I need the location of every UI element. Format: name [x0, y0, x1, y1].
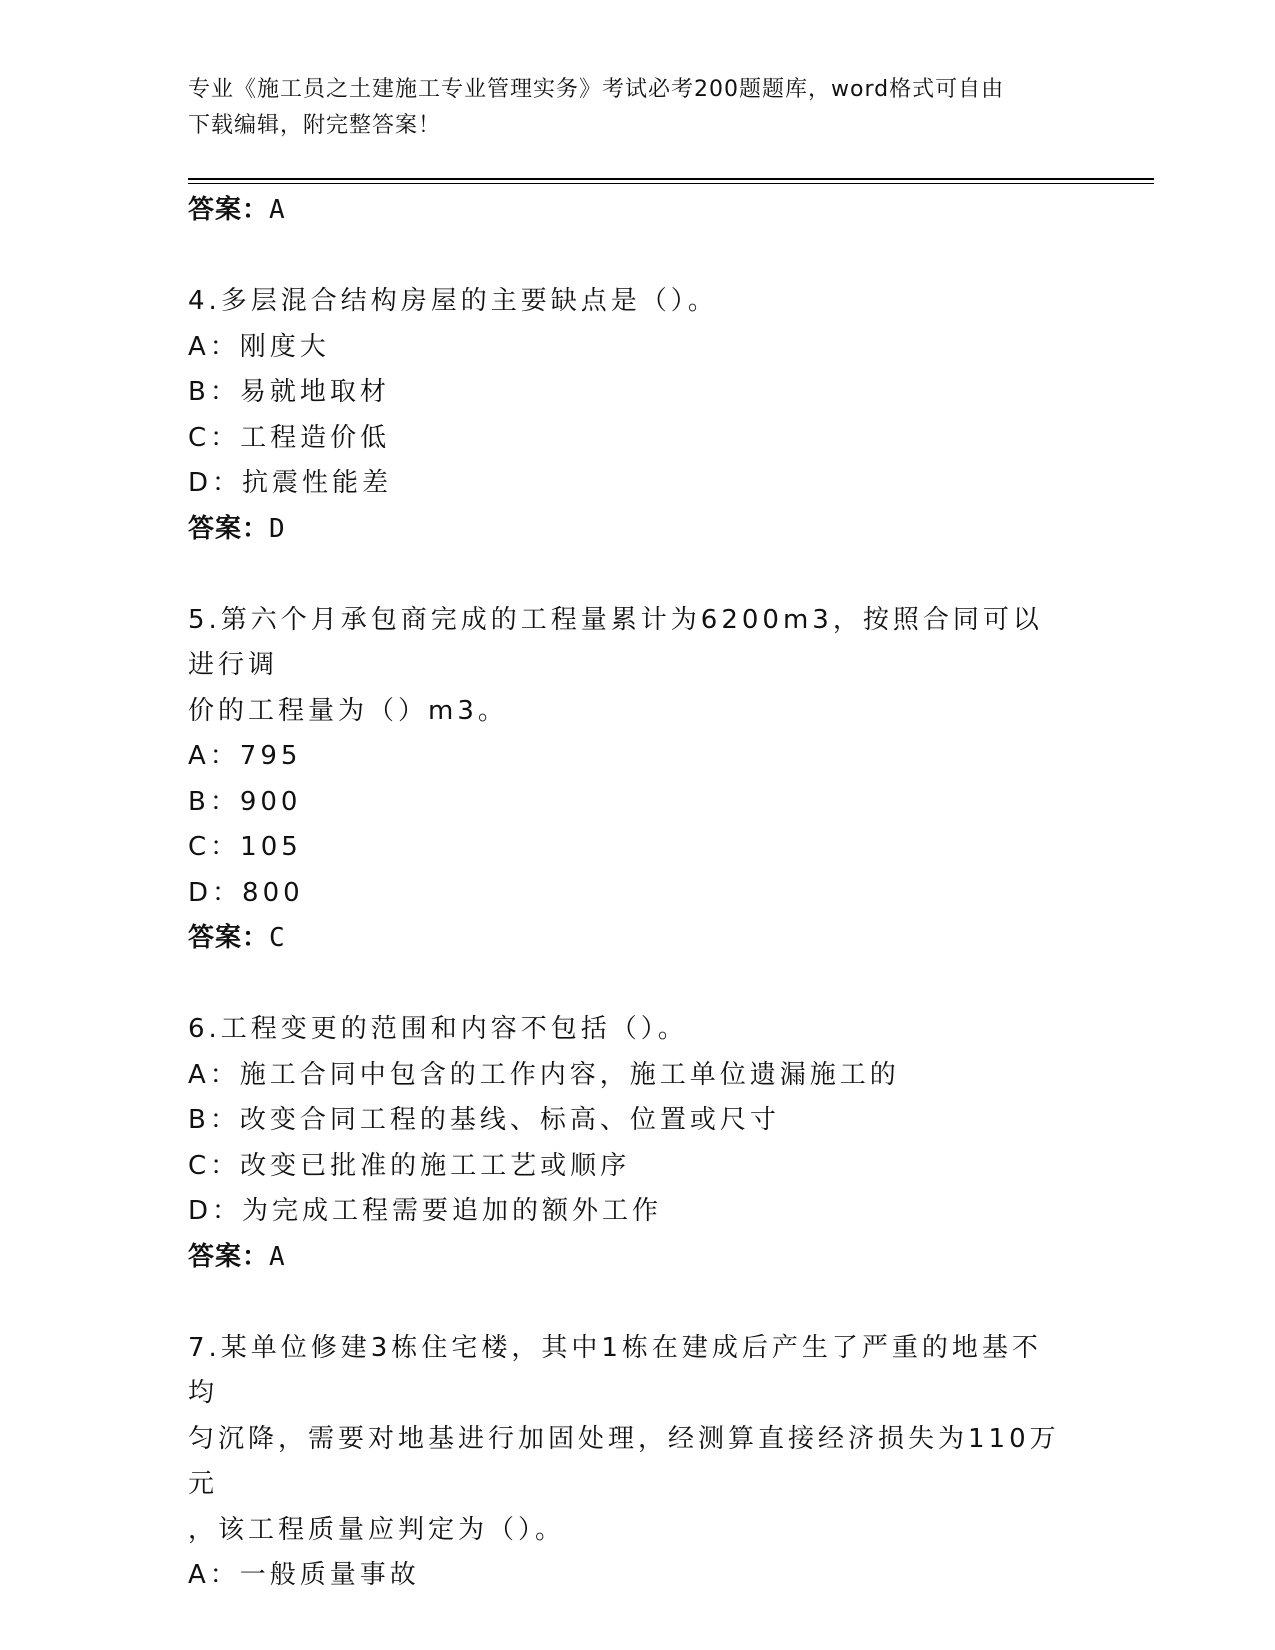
header-line-1: 专业《施工员之土建施工专业管理实务》考试必考200题题库，word格式可自由	[188, 77, 1005, 102]
question-5	[188, 598, 1068, 961]
header-divider-thin	[188, 183, 1154, 184]
option-a: A：795	[188, 741, 302, 771]
option-c: C：改变已批准的施工工艺或顺序	[188, 1150, 631, 1181]
option-b: B：900	[188, 786, 302, 817]
option-d: D：抗震性能差	[188, 468, 393, 498]
question-text: 价的工程量为（）m3。	[188, 695, 508, 726]
question-4	[188, 279, 1068, 551]
option-a: A：施工合同中包含的工作内容，施工单位遗漏施工的	[188, 1059, 900, 1090]
option-d: D：800	[188, 877, 304, 908]
question-list	[188, 188, 1068, 1599]
answer-line: 答案：C	[188, 923, 286, 953]
question-text: 4.多层混合结构房屋的主要缺点是（）。	[188, 286, 718, 316]
option-c: C：工程造价低	[188, 422, 391, 453]
answer-line: 答案：A	[188, 1241, 286, 1272]
question-6	[188, 1007, 1068, 1279]
option-a: A：一般质量事故	[188, 1560, 420, 1590]
answer-line: 答案：A	[188, 195, 286, 225]
option-d: D：为完成工程需要追加的额外工作	[188, 1196, 663, 1226]
header-divider-thick	[188, 178, 1154, 180]
question-text: 匀沉降，需要对地基进行加固处理，经测算直接经济损失为110万元	[188, 1423, 1060, 1499]
question-text: 7.某单位修建3栋住宅楼，其中1栋在建成后产生了严重的地基不均	[188, 1332, 1042, 1408]
header-line-2: 下载编辑，附完整答案！	[188, 113, 442, 138]
answer-line: 答案：D	[188, 513, 286, 544]
document-header	[188, 72, 1068, 144]
option-a: A：刚度大	[188, 331, 330, 362]
option-c: C：105	[188, 832, 302, 862]
question-text: 5.第六个月承包商完成的工程量累计为6200m3，按照合同可以进行调	[188, 604, 1043, 680]
option-b: B：改变合同工程的基线、标高、位置或尺寸	[188, 1105, 780, 1135]
question-text: 6.工程变更的范围和内容不包括（）。	[188, 1014, 688, 1044]
question-text: ，该工程质量应判定为（）。	[188, 1514, 566, 1545]
option-b: B：易就地取材	[188, 377, 390, 407]
question-7	[188, 1326, 1068, 1599]
